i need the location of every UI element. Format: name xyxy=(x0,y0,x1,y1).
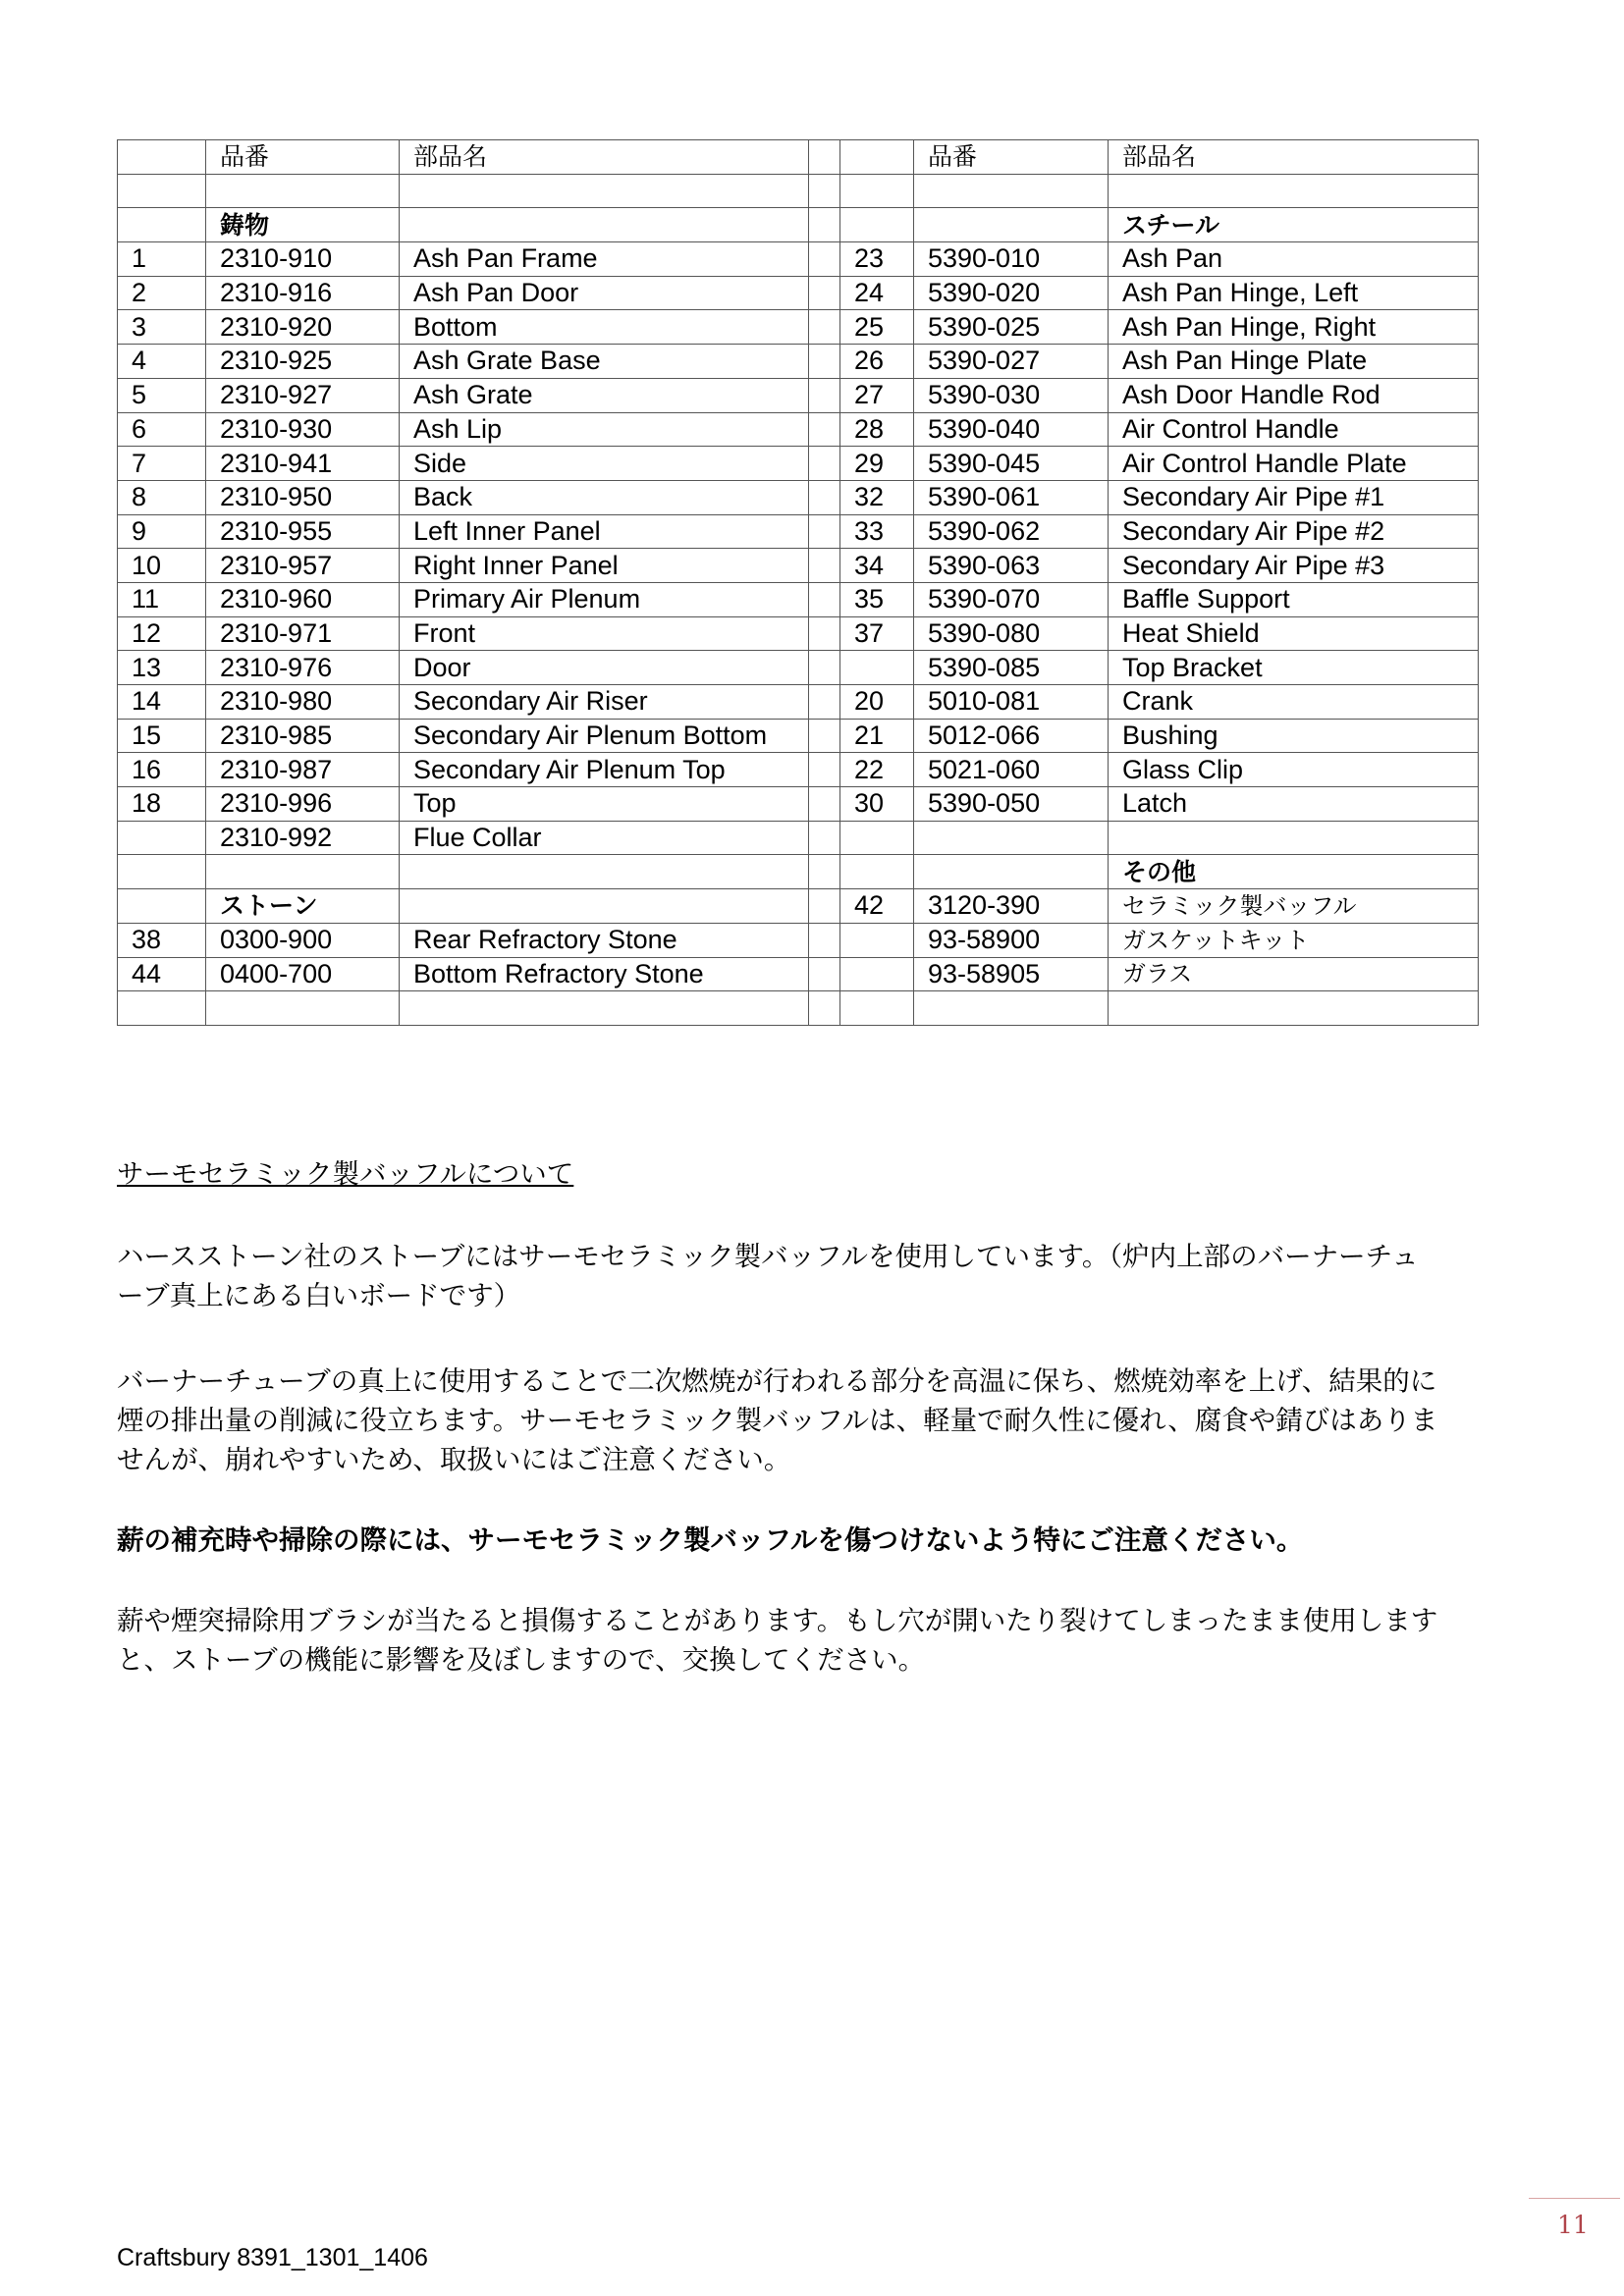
part-name-cell: Ash Pan Frame xyxy=(400,242,809,277)
part-name-cell: Bottom xyxy=(400,310,809,345)
table-row xyxy=(118,719,1479,753)
spacer-cell xyxy=(809,208,840,242)
part-name-cell: Top xyxy=(400,787,809,822)
item-number-cell: 26 xyxy=(840,345,914,379)
table-row xyxy=(118,787,1479,822)
part-number-cell xyxy=(914,991,1109,1026)
item-number-cell xyxy=(840,174,914,208)
part-number-cell: 5390-085 xyxy=(914,651,1109,685)
part-name-cell xyxy=(400,174,809,208)
table-row xyxy=(118,616,1479,651)
spacer-cell xyxy=(809,855,840,889)
table-row xyxy=(118,821,1479,855)
item-number-cell xyxy=(118,208,206,242)
item-number-cell: 29 xyxy=(840,447,914,481)
part-number-cell: 5390-030 xyxy=(914,378,1109,412)
page-number: 11 xyxy=(1557,2211,1589,2239)
item-number-cell: 13 xyxy=(118,651,206,685)
item-number-cell: 10 xyxy=(118,549,206,583)
table-row xyxy=(118,855,1479,889)
item-number-cell: 34 xyxy=(840,549,914,583)
spacer-cell xyxy=(809,549,840,583)
part-number-cell: 5390-040 xyxy=(914,412,1109,447)
item-number-cell: 7 xyxy=(118,447,206,481)
part-number-cell: 5390-050 xyxy=(914,787,1109,822)
spacer-cell xyxy=(809,310,840,345)
part-name-cell: Ash Grate Base xyxy=(400,345,809,379)
part-number-cell: 5390-010 xyxy=(914,242,1109,277)
part-number-cell: 5390-070 xyxy=(914,582,1109,616)
item-number-cell: 23 xyxy=(840,242,914,277)
paragraph-function xyxy=(117,1362,1531,1479)
spacer-cell xyxy=(809,447,840,481)
table-row xyxy=(118,753,1479,787)
item-number-cell: 16 xyxy=(118,753,206,787)
header-part-name: 部品名 xyxy=(400,140,809,175)
warning-text: 薪の補充時や掃除の際には、サーモセラミック製バッフルを傷つけないよう特にご注意ください。 xyxy=(117,1524,1304,1556)
table-row xyxy=(118,923,1479,957)
part-name-cell: Secondary Air Pipe #1 xyxy=(1109,480,1479,514)
part-number-cell: ストーン xyxy=(206,889,400,924)
item-number-cell: 38 xyxy=(118,923,206,957)
item-number-cell: 2 xyxy=(118,276,206,310)
part-name-cell: その他 xyxy=(1109,855,1479,889)
spacer-cell xyxy=(809,480,840,514)
part-number-cell: 5390-061 xyxy=(914,480,1109,514)
item-number-cell: 42 xyxy=(840,889,914,924)
part-number-cell: 2310-980 xyxy=(206,685,400,720)
item-number-cell xyxy=(118,174,206,208)
spacer-cell xyxy=(809,345,840,379)
part-number-cell xyxy=(206,174,400,208)
table-row xyxy=(118,514,1479,549)
part-number-cell: 2310-950 xyxy=(206,480,400,514)
part-name-cell: Bottom Refractory Stone xyxy=(400,957,809,991)
part-name-cell: Baffle Support xyxy=(1109,582,1479,616)
item-number-cell: 15 xyxy=(118,719,206,753)
part-name-cell: Secondary Air Pipe #3 xyxy=(1109,549,1479,583)
part-number-cell: 2310-996 xyxy=(206,787,400,822)
item-number-cell xyxy=(118,991,206,1026)
table-row xyxy=(118,685,1479,720)
spacer-cell xyxy=(809,957,840,991)
footer-document-id: Craftsbury 8391_1301_1406 xyxy=(117,2244,428,2271)
part-number-cell: 2310-930 xyxy=(206,412,400,447)
item-number-cell xyxy=(118,821,206,855)
part-name-cell: ガラス xyxy=(1109,957,1479,991)
item-number-cell: 6 xyxy=(118,412,206,447)
item-number-cell xyxy=(840,923,914,957)
part-name-cell: Door xyxy=(400,651,809,685)
part-name-cell xyxy=(400,208,809,242)
part-name-cell: Air Control Handle xyxy=(1109,412,1479,447)
table-row xyxy=(118,378,1479,412)
part-name-cell: Bushing xyxy=(1109,719,1479,753)
text-line: せんが、崩れやすいため、取扱いにはご注意ください。 xyxy=(117,1444,791,1475)
table-row xyxy=(118,174,1479,208)
part-name-cell: Secondary Air Plenum Top xyxy=(400,753,809,787)
item-number-cell: 25 xyxy=(840,310,914,345)
header-cell xyxy=(118,140,206,175)
part-name-cell: Ash Door Handle Rod xyxy=(1109,378,1479,412)
paragraph-damage xyxy=(117,1601,1531,1680)
part-number-cell: 5390-020 xyxy=(914,276,1109,310)
section-heading: サーモセラミック製バッフルについて xyxy=(117,1158,574,1190)
item-number-cell: 1 xyxy=(118,242,206,277)
item-number-cell: 24 xyxy=(840,276,914,310)
part-name-cell xyxy=(1109,991,1479,1026)
table-row xyxy=(118,310,1479,345)
part-number-cell: 0300-900 xyxy=(206,923,400,957)
part-name-cell: Ash Pan Hinge, Right xyxy=(1109,310,1479,345)
table-row xyxy=(118,889,1479,924)
text-line: 薪や煙突掃除用ブラシが当たると損傷することがあります。もし穴が開いたり裂けてしまったまま使用します xyxy=(117,1605,1438,1636)
item-number-cell: 18 xyxy=(118,787,206,822)
item-number-cell xyxy=(840,651,914,685)
table-row xyxy=(118,242,1479,277)
spacer-cell xyxy=(809,616,840,651)
part-name-cell xyxy=(400,889,809,924)
part-number-cell: 2310-910 xyxy=(206,242,400,277)
part-number-cell: 鋳物 xyxy=(206,208,400,242)
item-number-cell: 35 xyxy=(840,582,914,616)
page-number-rule xyxy=(1529,2198,1620,2199)
part-number-cell xyxy=(914,855,1109,889)
part-number-cell: 2310-916 xyxy=(206,276,400,310)
part-number-cell: 2310-955 xyxy=(206,514,400,549)
header-part-name: 部品名 xyxy=(1109,140,1479,175)
item-number-cell: 44 xyxy=(118,957,206,991)
part-number-cell: 5390-045 xyxy=(914,447,1109,481)
spacer-cell xyxy=(809,242,840,277)
part-number-cell: 3120-390 xyxy=(914,889,1109,924)
part-name-cell: Flue Collar xyxy=(400,821,809,855)
item-number-cell: 32 xyxy=(840,480,914,514)
table-row xyxy=(118,276,1479,310)
part-number-cell: 5021-060 xyxy=(914,753,1109,787)
header-part-number: 品番 xyxy=(914,140,1109,175)
item-number-cell: 22 xyxy=(840,753,914,787)
item-number-cell: 8 xyxy=(118,480,206,514)
item-number-cell: 37 xyxy=(840,616,914,651)
text-line: と、ストーブの機能に影響を及ぼしますので、交換してください。 xyxy=(117,1644,926,1676)
part-name-cell: Top Bracket xyxy=(1109,651,1479,685)
part-number-cell: 0400-700 xyxy=(206,957,400,991)
part-name-cell: Left Inner Panel xyxy=(400,514,809,549)
spacer-cell xyxy=(809,378,840,412)
header-cell xyxy=(809,140,840,175)
spacer-cell xyxy=(809,753,840,787)
spacer-cell xyxy=(809,923,840,957)
parts-table xyxy=(117,139,1479,1026)
part-name-cell: Secondary Air Plenum Bottom xyxy=(400,719,809,753)
item-number-cell: 27 xyxy=(840,378,914,412)
part-number-cell xyxy=(914,821,1109,855)
part-name-cell: Ash Lip xyxy=(400,412,809,447)
spacer-cell xyxy=(809,174,840,208)
part-number-cell: 2310-920 xyxy=(206,310,400,345)
part-number-cell: 93-58905 xyxy=(914,957,1109,991)
spacer-cell xyxy=(809,787,840,822)
item-number-cell xyxy=(840,957,914,991)
spacer-cell xyxy=(809,821,840,855)
spacer-cell xyxy=(809,991,840,1026)
table-row xyxy=(118,208,1479,242)
part-number-cell: 2310-925 xyxy=(206,345,400,379)
part-number-cell: 5012-066 xyxy=(914,719,1109,753)
part-name-cell: Rear Refractory Stone xyxy=(400,923,809,957)
part-name-cell: Front xyxy=(400,616,809,651)
item-number-cell: 30 xyxy=(840,787,914,822)
table-row xyxy=(118,651,1479,685)
part-number-cell: 2310-960 xyxy=(206,582,400,616)
table-row xyxy=(118,480,1479,514)
spacer-cell xyxy=(809,276,840,310)
item-number-cell: 12 xyxy=(118,616,206,651)
part-name-cell: Side xyxy=(400,447,809,481)
table-row xyxy=(118,957,1479,991)
part-name-cell: Ash Pan Hinge Plate xyxy=(1109,345,1479,379)
item-number-cell: 5 xyxy=(118,378,206,412)
part-name-cell: Primary Air Plenum xyxy=(400,582,809,616)
paragraph-intro xyxy=(117,1237,1531,1315)
part-name-cell xyxy=(1109,174,1479,208)
part-name-cell: Ash Grate xyxy=(400,378,809,412)
spacer-cell xyxy=(809,412,840,447)
item-number-cell: 21 xyxy=(840,719,914,753)
part-number-cell: 5390-062 xyxy=(914,514,1109,549)
item-number-cell: 9 xyxy=(118,514,206,549)
item-number-cell: 14 xyxy=(118,685,206,720)
part-number-cell: 2310-992 xyxy=(206,821,400,855)
table-row xyxy=(118,412,1479,447)
part-number-cell: 2310-927 xyxy=(206,378,400,412)
part-number-cell xyxy=(206,855,400,889)
item-number-cell: 20 xyxy=(840,685,914,720)
part-number-cell: 2310-971 xyxy=(206,616,400,651)
part-number-cell: 2310-976 xyxy=(206,651,400,685)
item-number-cell: 4 xyxy=(118,345,206,379)
part-number-cell: 5010-081 xyxy=(914,685,1109,720)
part-name-cell: ガスケットキット xyxy=(1109,923,1479,957)
part-number-cell: 2310-941 xyxy=(206,447,400,481)
item-number-cell xyxy=(840,855,914,889)
part-number-cell: 5390-025 xyxy=(914,310,1109,345)
header-cell xyxy=(840,140,914,175)
spacer-cell xyxy=(809,685,840,720)
part-name-cell: Ash Pan xyxy=(1109,242,1479,277)
part-number-cell: 5390-027 xyxy=(914,345,1109,379)
table-row xyxy=(118,345,1479,379)
part-number-cell: 5390-080 xyxy=(914,616,1109,651)
part-name-cell: Back xyxy=(400,480,809,514)
table-header-row xyxy=(118,140,1479,175)
part-name-cell: セラミック製バッフル xyxy=(1109,889,1479,924)
item-number-cell xyxy=(118,855,206,889)
item-number-cell: 3 xyxy=(118,310,206,345)
item-number-cell xyxy=(840,208,914,242)
item-number-cell: 11 xyxy=(118,582,206,616)
part-name-cell: Ash Pan Door xyxy=(400,276,809,310)
part-name-cell: スチール xyxy=(1109,208,1479,242)
part-name-cell: Heat Shield xyxy=(1109,616,1479,651)
part-name-cell: Air Control Handle Plate xyxy=(1109,447,1479,481)
text-line: バーナーチューブの真上に使用することで二次燃焼が行われる部分を高温に保ち、燃焼効率を上げ、結果的に xyxy=(117,1365,1437,1397)
part-name-cell: Right Inner Panel xyxy=(400,549,809,583)
part-name-cell: Secondary Air Pipe #2 xyxy=(1109,514,1479,549)
part-name-cell xyxy=(1109,821,1479,855)
item-number-cell: 28 xyxy=(840,412,914,447)
part-number-cell xyxy=(206,991,400,1026)
item-number-cell xyxy=(118,889,206,924)
table-row xyxy=(118,447,1479,481)
text-line: ハースストーン社のストーブにはサーモセラミック製バッフルを使用しています。（炉内上部のバーナーチュ xyxy=(117,1241,1419,1272)
part-number-cell: 2310-985 xyxy=(206,719,400,753)
part-name-cell: Glass Clip xyxy=(1109,753,1479,787)
spacer-cell xyxy=(809,582,840,616)
part-number-cell: 2310-987 xyxy=(206,753,400,787)
part-name-cell: Secondary Air Riser xyxy=(400,685,809,720)
part-number-cell: 2310-957 xyxy=(206,549,400,583)
spacer-cell xyxy=(809,651,840,685)
part-name-cell: Ash Pan Hinge, Left xyxy=(1109,276,1479,310)
part-name-cell: Latch xyxy=(1109,787,1479,822)
part-number-cell xyxy=(914,208,1109,242)
table-row xyxy=(118,549,1479,583)
spacer-cell xyxy=(809,514,840,549)
spacer-cell xyxy=(809,889,840,924)
item-number-cell xyxy=(840,991,914,1026)
text-line: 煙の排出量の削減に役立ちます。サーモセラミック製バッフルは、軽量で耐久性に優れ、腐食や錆びはありま xyxy=(117,1405,1438,1436)
spacer-cell xyxy=(809,719,840,753)
part-number-cell xyxy=(914,174,1109,208)
item-number-cell: 33 xyxy=(840,514,914,549)
table-row xyxy=(118,582,1479,616)
part-name-cell: Crank xyxy=(1109,685,1479,720)
part-name-cell xyxy=(400,991,809,1026)
header-part-number: 品番 xyxy=(206,140,400,175)
part-number-cell: 93-58900 xyxy=(914,923,1109,957)
part-number-cell: 5390-063 xyxy=(914,549,1109,583)
text-line: ーブ真上にある白いボードです） xyxy=(117,1280,521,1311)
item-number-cell xyxy=(840,821,914,855)
table-row xyxy=(118,991,1479,1026)
part-name-cell xyxy=(400,855,809,889)
